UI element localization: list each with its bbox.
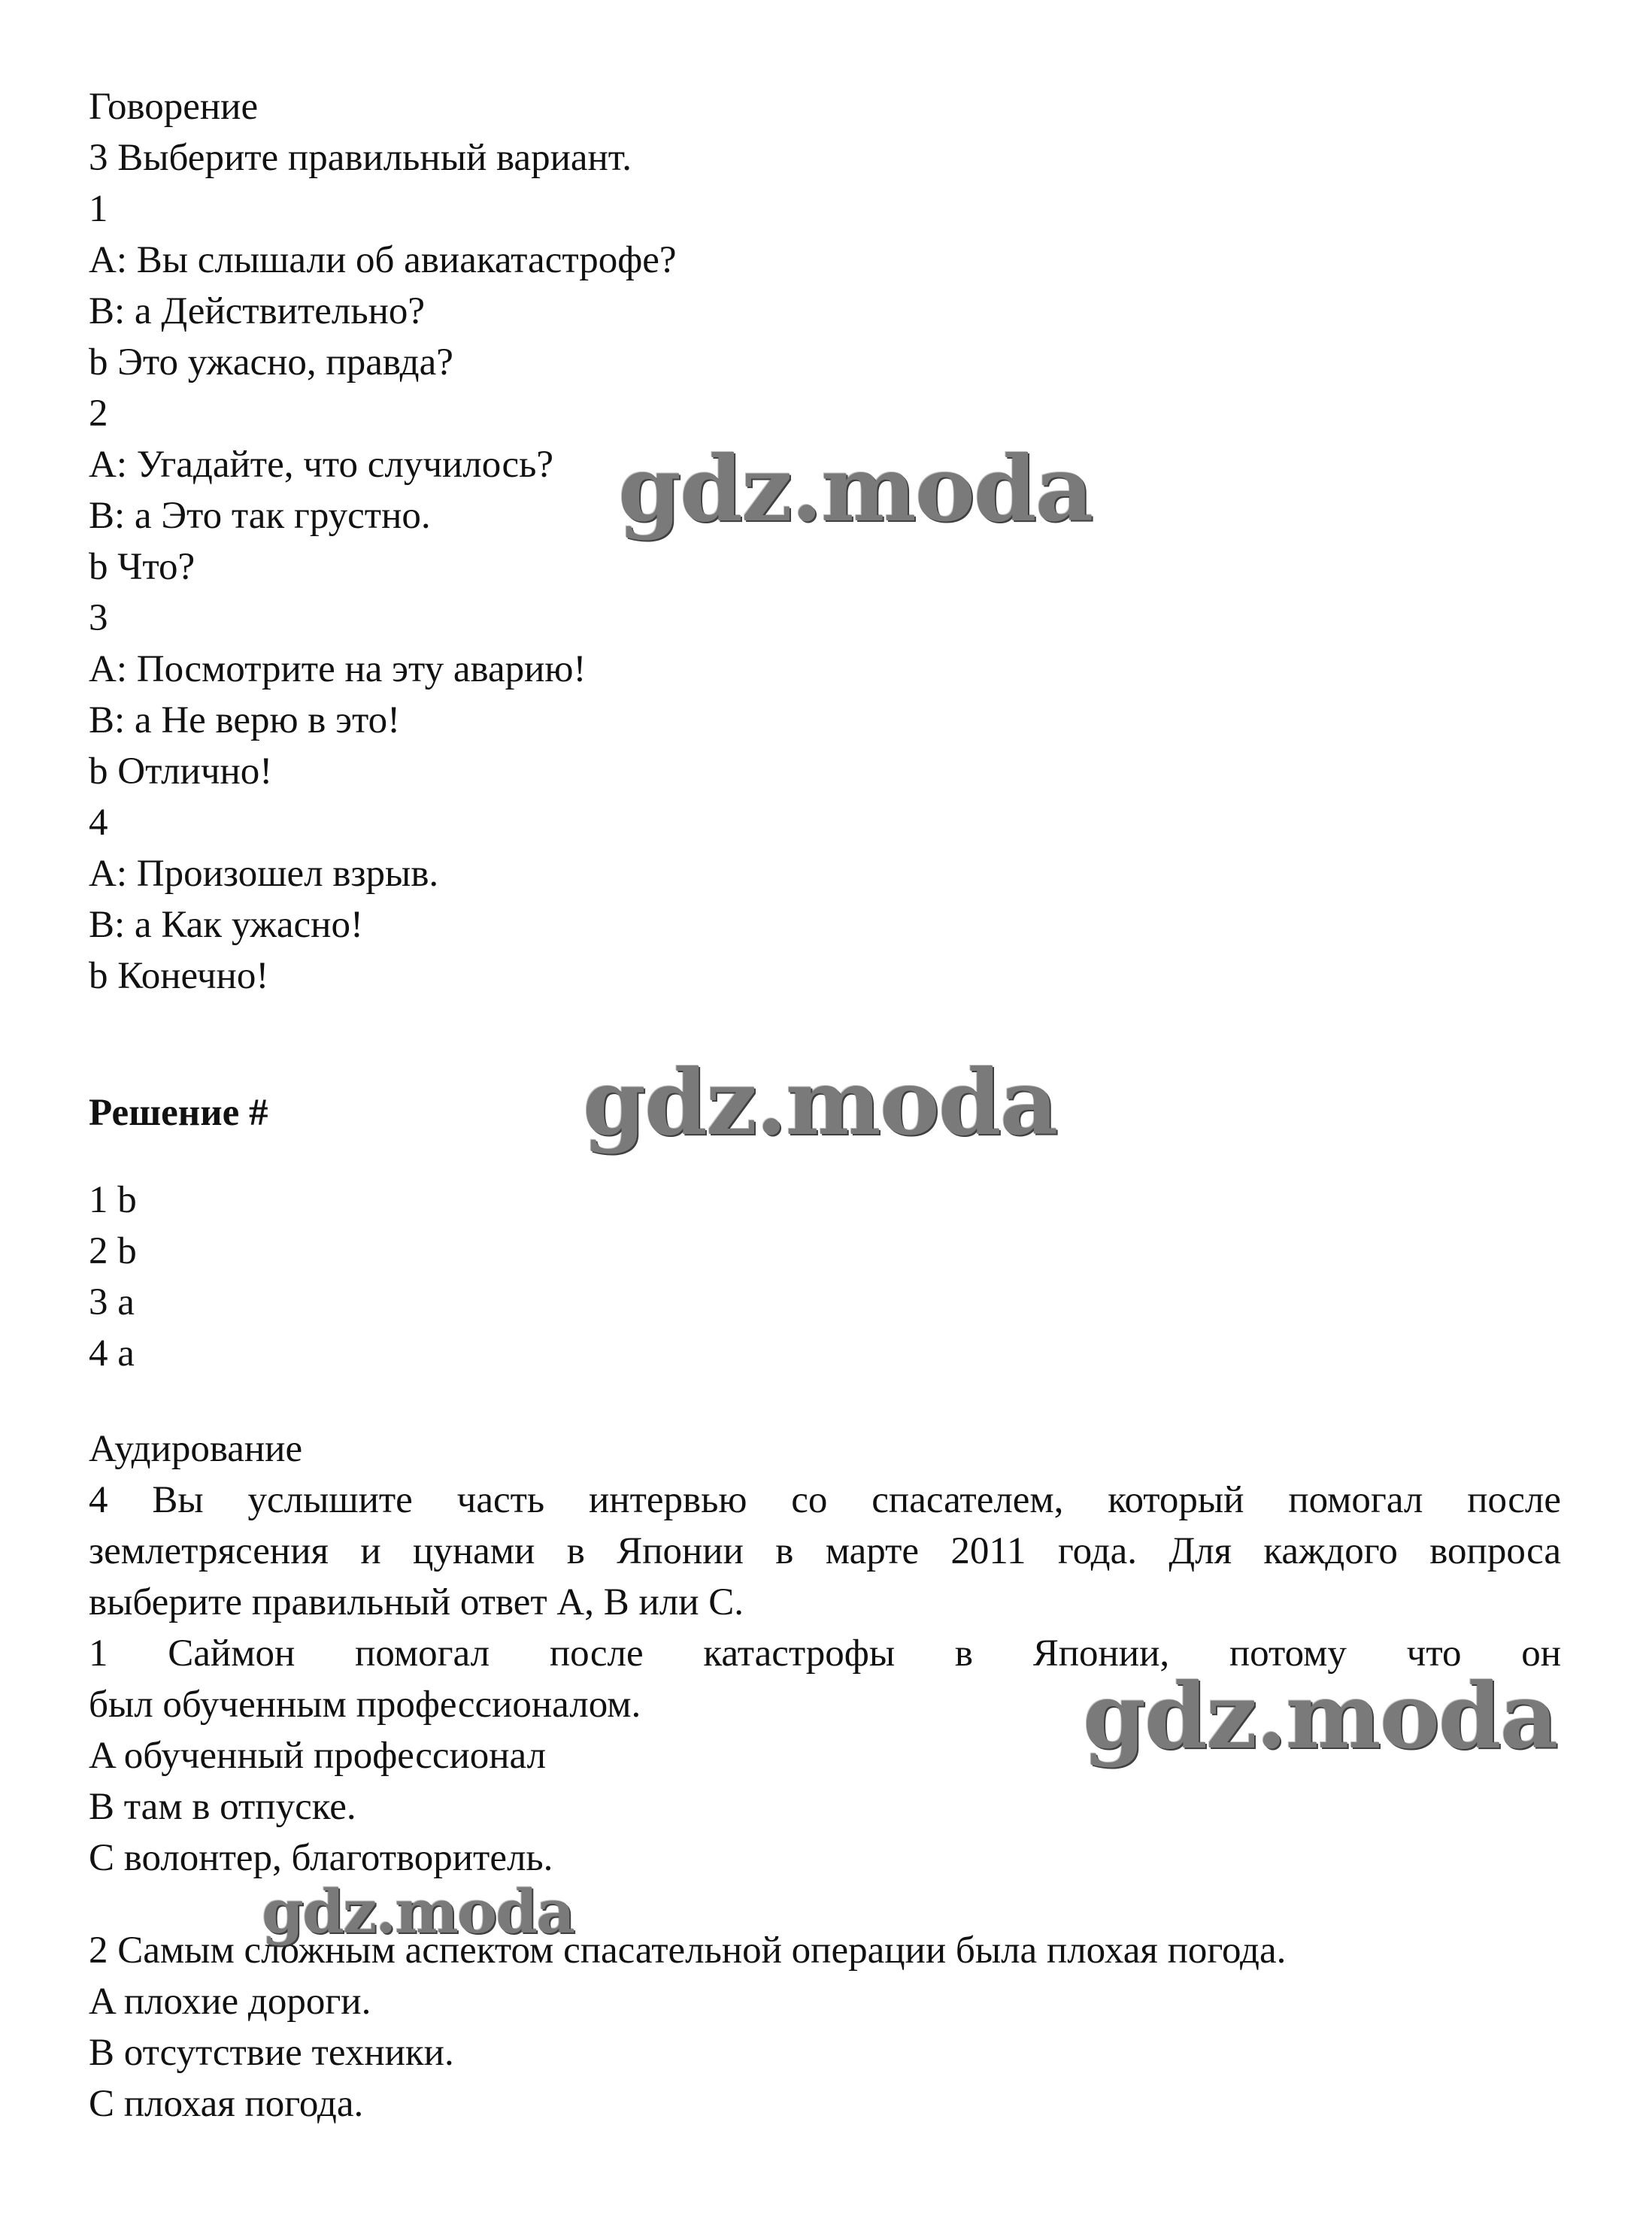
section-heading-listening: Аудирование [89, 1428, 303, 1470]
dialog-line-a: A: Угадайте, что случилось? [89, 444, 554, 486]
solution-heading: Решение # [89, 1092, 268, 1134]
question-line: был обученным профессионалом. [89, 1684, 641, 1726]
question-line: 1 Саймон помогал после катастрофы в Японии, потому что он [89, 1632, 1561, 1675]
dialog-line-a: A: Посмотрите на эту аварию! [89, 648, 587, 690]
question-option: C плохая погода. [89, 2083, 364, 2125]
task-instruction-line: землетрясения и цунами в Японии в марте 2011 года. Для каждого вопроса [89, 1530, 1561, 1572]
dialog-option-b: b Конечно! [89, 955, 269, 997]
answer-item: 4 a [89, 1332, 135, 1375]
watermark-logo: gdz.moda [583, 1050, 1057, 1156]
dialog-number: 3 [89, 597, 108, 639]
dialog-option-a: B: a Не верю в это! [89, 699, 401, 741]
task-instruction-line: 4 Вы услышите часть интервью со спасателем, который помогал после [89, 1479, 1561, 1521]
question-option: B отсутствие техники. [89, 2032, 454, 2074]
answer-item: 1 b [89, 1179, 137, 1221]
dialog-option-b: b Это ужасно, правда? [89, 341, 453, 383]
dialog-number: 2 [89, 393, 108, 435]
dialog-option-a: B: a Это так грустно. [89, 495, 431, 537]
dialog-option-a: B: a Действительно? [89, 290, 426, 332]
section-heading-speaking: Говорение [89, 86, 259, 128]
dialog-option-a: B: a Как ужасно! [89, 904, 363, 946]
watermark-logo: gdz.moda [1083, 1663, 1557, 1769]
task-instruction-line: выберите правильный ответ A, B или C. [89, 1581, 744, 1623]
dialog-option-b: b Отлично! [89, 750, 273, 793]
dialog-option-b: b Что? [89, 546, 196, 588]
dialog-line-a: A: Произошел взрыв. [89, 853, 439, 895]
watermark-logo: gdz.moda [618, 436, 1093, 542]
answer-item: 2 b [89, 1230, 137, 1272]
watermark-logo: gdz.moda [262, 1876, 574, 1947]
question-option: B там в отпуске. [89, 1786, 356, 1828]
answer-item: 3 a [89, 1281, 135, 1323]
task-instruction: 3 Выберите правильный вариант. [89, 137, 632, 179]
question-option: A обученный профессионал [89, 1735, 547, 1777]
dialog-number: 1 [89, 188, 108, 230]
question-option: A плохие дороги. [89, 1981, 371, 2023]
question-option: C волонтер, благотворитель. [89, 1837, 553, 1879]
dialog-number: 4 [89, 802, 108, 844]
dialog-line-a: A: Вы слышали об авиакатастрофе? [89, 239, 677, 281]
question-line: 2 Самым сложным аспектом спасательной операции была плохая погода. [89, 1929, 1287, 1972]
